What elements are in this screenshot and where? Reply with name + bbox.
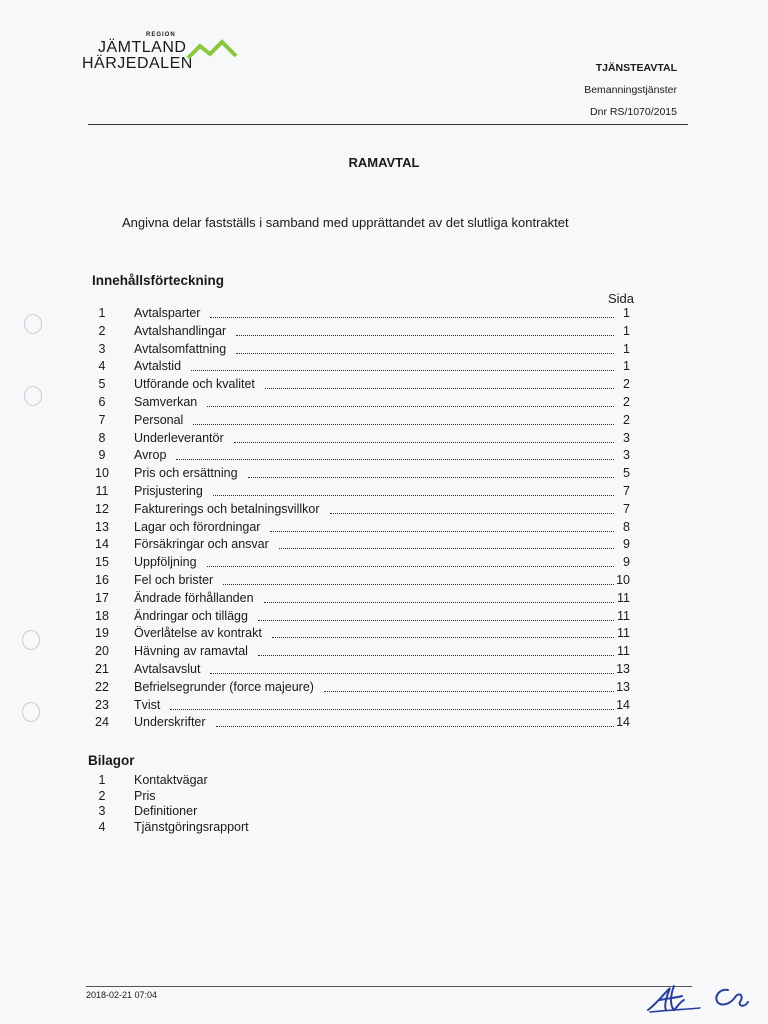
toc-row: [0, 573, 768, 591]
toc-row-leader-dots: [248, 477, 614, 478]
toc-row-page: 3: [623, 430, 630, 445]
toc-row-number: 6: [98, 395, 106, 409]
attachment-row: [0, 820, 768, 836]
toc-row: [0, 715, 768, 733]
attachment-title: Kontaktvägar: [134, 773, 208, 787]
toc-row-leader-dots: [207, 566, 614, 567]
document-dnr: Dnr RS/1070/2015: [590, 106, 677, 118]
attachment-row: [0, 804, 768, 820]
toc-row-title: Personal: [134, 412, 184, 427]
logo-line2-text: HÄRJEDALEN: [82, 55, 193, 72]
toc-row-leader-dots: [330, 513, 614, 514]
toc-row-number: 19: [95, 626, 109, 641]
toc-row: [0, 662, 768, 680]
logo-line1-text: JÄMTLAND: [98, 39, 187, 56]
toc-row-number: 22: [95, 679, 109, 694]
toc-row-title: Utförande och kvalitet: [134, 377, 255, 392]
toc-row-page: 8: [623, 519, 630, 534]
toc-row-leader-dots: [236, 353, 614, 354]
page-title: RAMAVTAL: [348, 155, 420, 170]
toc-row: [0, 698, 768, 716]
toc-row-leader-dots: [236, 335, 614, 336]
toc-row-leader-dots: [216, 726, 614, 727]
region-logo: [82, 28, 242, 78]
toc-row: [0, 680, 768, 698]
toc-row: [0, 591, 768, 609]
header-divider: [88, 124, 688, 125]
toc-row-leader-dots: [234, 442, 614, 443]
toc-row-number: 14: [95, 537, 109, 552]
toc-row-number: 21: [95, 662, 109, 676]
toc-row: [0, 555, 768, 573]
toc-row-leader-dots: [258, 655, 614, 656]
toc-row-leader-dots: [270, 531, 614, 532]
toc-row: [0, 466, 768, 484]
toc-row-title: Pris och ersättning: [134, 466, 238, 481]
toc-row-page: 11: [617, 608, 630, 623]
toc-row: [0, 537, 768, 555]
toc-row: [0, 484, 768, 502]
toc-row-title: Prisjustering: [134, 484, 203, 498]
attachments-heading: Bilagor: [88, 753, 135, 768]
toc-row: [0, 431, 768, 449]
toc-row-page: 14: [616, 697, 630, 712]
toc-row-leader-dots: [272, 637, 614, 638]
toc-row-page: 11: [617, 626, 630, 641]
toc-heading: Innehållsförteckning: [92, 273, 225, 288]
toc-row-number: 24: [95, 715, 109, 730]
toc-row-title: Överlåtelse av kontrakt: [134, 626, 262, 641]
attachment-title: Tjänstgöringsrapport: [134, 819, 249, 834]
toc-row-page: 10: [616, 573, 630, 587]
toc-row: [0, 395, 768, 413]
toc-row-title: Samverkan: [134, 395, 198, 409]
toc-row-number: 4: [98, 359, 106, 374]
toc-row-title: Tvist: [134, 697, 161, 712]
toc-row: [0, 377, 768, 395]
toc-row-leader-dots: [210, 317, 614, 318]
punch-hole: [22, 702, 40, 722]
toc-row: [0, 644, 768, 662]
toc-row-page: 13: [616, 679, 630, 694]
toc-row: [0, 413, 768, 431]
toc-row-title: Avtalsparter: [134, 306, 201, 320]
document-type: TJÄNSTEAVTAL: [595, 62, 677, 74]
toc-row: [0, 609, 768, 627]
document-subject: Bemanningstjänster: [584, 84, 677, 96]
toc-row: [0, 324, 768, 342]
toc-row-number: 10: [95, 466, 109, 481]
toc-row-page: 14: [616, 715, 630, 730]
toc-row: [0, 626, 768, 644]
toc-row-leader-dots: [223, 584, 614, 585]
toc-row-title: Hävning av ramavtal: [134, 644, 248, 659]
footer-divider: [86, 986, 692, 987]
toc-row-page: 11: [617, 590, 630, 605]
attachment-number: 4: [98, 819, 106, 834]
toc-row-leader-dots: [193, 424, 614, 425]
toc-row-title: Försäkringar och ansvar: [134, 537, 269, 552]
toc-row-page: 1: [623, 359, 630, 374]
toc-row-title: Underleverantör: [134, 430, 224, 445]
toc-row: [0, 520, 768, 538]
toc-row-title: Befrielsegrunder (force majeure): [134, 679, 314, 694]
toc-row-page: 5: [623, 466, 630, 481]
toc-row-title: Fakturerings och betalningsvillkor: [134, 501, 320, 516]
toc-row-leader-dots: [265, 388, 614, 389]
signature-initials: [640, 976, 760, 1018]
toc-row-number: 13: [95, 519, 109, 534]
toc-row-page: 2: [623, 377, 630, 392]
toc-row-leader-dots: [264, 602, 614, 603]
toc-row: [0, 502, 768, 520]
toc-row-title: Uppföljning: [134, 555, 197, 570]
attachment-number: 3: [98, 804, 106, 819]
toc-row-leader-dots: [191, 370, 614, 371]
toc-row-leader-dots: [258, 620, 614, 621]
toc-row: [0, 359, 768, 377]
toc-row-page: 7: [623, 501, 630, 516]
toc-row-page: 1: [623, 306, 630, 320]
toc-row-number: 3: [98, 341, 106, 356]
toc-row-page: 11: [617, 644, 630, 659]
toc-row-number: 17: [95, 590, 109, 605]
toc-row-title: Underskrifter: [134, 715, 206, 730]
toc-row-number: 12: [95, 501, 109, 516]
toc-row-number: 15: [95, 555, 109, 570]
toc-row-number: 18: [95, 608, 109, 623]
toc-row: [0, 342, 768, 360]
toc-row-number: 1: [98, 306, 106, 320]
attachment-number: 2: [98, 788, 106, 803]
toc-row-leader-dots: [210, 673, 614, 674]
toc-row-leader-dots: [324, 691, 614, 692]
toc-row: [0, 306, 768, 324]
toc-row-page: 2: [623, 412, 630, 427]
toc-row-title: Avrop: [134, 448, 167, 463]
toc-row-title: Avtalshandlingar: [134, 323, 227, 338]
footer-datetime: 2018-02-21 07:04: [86, 990, 158, 1000]
toc-row-title: Avtalsavslut: [134, 662, 201, 676]
punch-hole: [24, 386, 42, 406]
toc-row-title: Avtalstid: [134, 359, 182, 374]
attachment-title: Definitioner: [134, 804, 198, 819]
toc-row-number: 16: [95, 573, 109, 587]
toc-row-page: 7: [623, 484, 630, 498]
attachment-title: Pris: [134, 788, 156, 803]
toc-row-number: 11: [95, 484, 109, 498]
toc-row: [0, 448, 768, 466]
toc-row-leader-dots: [207, 406, 614, 407]
toc-row-leader-dots: [176, 459, 614, 460]
toc-page-column-label: Sida: [608, 291, 635, 306]
toc-row-number: 20: [95, 644, 109, 659]
toc-row-number: 2: [98, 323, 106, 338]
toc-row-title: Lagar och förordningar: [134, 519, 261, 534]
attachment-row: [0, 773, 768, 789]
toc-row-page: 1: [623, 341, 630, 356]
toc-row-page: 1: [623, 323, 630, 338]
toc-row-page: 13: [616, 662, 630, 676]
intro-text: Angivna delar fastställs i samband med upprättandet av det slutliga kontraktet: [122, 215, 569, 230]
logo-region-text: REGION: [146, 32, 176, 38]
attachment-number: 1: [98, 773, 106, 787]
punch-hole: [22, 630, 40, 650]
toc-row-leader-dots: [213, 495, 614, 496]
toc-row-number: 9: [98, 448, 106, 463]
toc-row-page: 2: [623, 395, 630, 409]
toc-row-title: Fel och brister: [134, 573, 214, 587]
toc-row-title: Ändrade förhållanden: [134, 590, 254, 605]
toc-row-page: 3: [623, 448, 630, 463]
toc-row-number: 7: [98, 412, 106, 427]
toc-row-page: 9: [623, 555, 630, 570]
toc-row-number: 23: [95, 697, 109, 712]
mountain-logo-icon: [186, 38, 238, 60]
toc-row-number: 8: [98, 430, 106, 445]
toc-row-page: 9: [623, 537, 630, 552]
attachment-row: [0, 789, 768, 805]
toc-row-leader-dots: [279, 548, 614, 549]
toc-row-leader-dots: [170, 709, 614, 710]
toc-row-title: Avtalsomfattning: [134, 341, 227, 356]
punch-hole: [24, 314, 42, 334]
toc-row-title: Ändringar och tillägg: [134, 608, 248, 623]
toc-row-number: 5: [98, 377, 106, 392]
